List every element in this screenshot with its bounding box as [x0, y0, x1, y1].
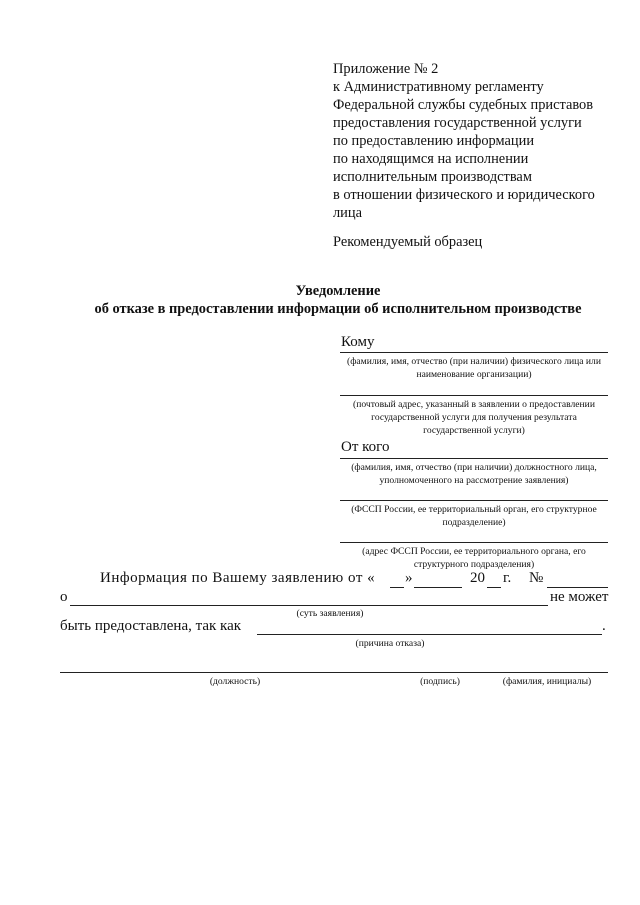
year-prefix: 20 — [470, 570, 485, 586]
to-address-field[interactable] — [340, 395, 608, 396]
essence-hint: (суть заявления) — [296, 608, 364, 619]
to-address-hint: (почтовый адрес, указанный в заявлении о предоставлении государственной услуги для получения результата государственной услуги) — [353, 399, 595, 436]
from-name-field[interactable] — [340, 458, 608, 459]
header-line: Федеральной службы судебных приставов — [333, 97, 594, 113]
header-line: Приложение № 2 — [333, 61, 439, 77]
header-block — [333, 60, 623, 222]
to-label: Кому — [341, 334, 375, 350]
signature-line[interactable] — [60, 672, 608, 673]
day-field[interactable] — [390, 587, 404, 588]
position-hint: (должность) — [209, 676, 261, 687]
number-field[interactable] — [547, 587, 608, 588]
sign-hint: (подпись) — [420, 676, 460, 687]
reason-prefix: быть предоставлена, так как — [60, 618, 242, 634]
header-line: исполнительным производствам — [333, 169, 532, 185]
from-org-hint: (ФССП России, ее территориальный орган, его структурное подразделение) — [351, 504, 597, 528]
quote-close: » — [405, 570, 413, 586]
about-label: о — [60, 589, 68, 605]
reason-period: . — [602, 618, 606, 634]
from-name-hint: (фамилия, имя, отчество (при наличии) должностного лица, уполномоченного на рассмотрение заявления) — [351, 462, 597, 486]
sample-label: Рекомендуемый образец — [333, 234, 483, 250]
document-title: Уведомление — [295, 283, 381, 299]
info-prefix: Информация по Вашему заявлению от « — [100, 570, 376, 586]
name-hint: (фамилия, инициалы) — [502, 676, 592, 687]
header-line: по находящимся на исполнении — [333, 151, 529, 167]
reason-hint: (причина отказа) — [355, 638, 425, 649]
essence-field[interactable] — [70, 605, 548, 606]
cannot-label: не может — [550, 589, 609, 605]
header-line: предоставления государственной услуги — [333, 115, 582, 131]
header-line: лица — [333, 205, 362, 221]
header-line: по предоставлению информации — [333, 133, 535, 149]
header-line: к Административному регламенту — [333, 79, 544, 95]
to-name-field[interactable] — [340, 352, 608, 353]
header-line: в отношении физического и юридического — [333, 187, 595, 203]
from-address-field[interactable] — [340, 542, 608, 543]
year-field[interactable] — [487, 587, 501, 588]
year-suffix: г. — [503, 570, 512, 586]
from-label: От кого — [341, 439, 390, 455]
from-org-field[interactable] — [340, 500, 608, 501]
reason-field[interactable] — [257, 634, 602, 635]
document-subtitle: об отказе в предоставлении информации об исполнительном производстве — [94, 301, 582, 317]
number-sign: № — [529, 570, 544, 586]
month-field[interactable] — [414, 587, 462, 588]
to-name-hint: (фамилия, имя, отчество (при наличии) физического лица или наименование организации) — [347, 356, 601, 380]
from-address-hint: (адрес ФССП России, ее территориального органа, его структурного подразделения) — [362, 546, 586, 570]
